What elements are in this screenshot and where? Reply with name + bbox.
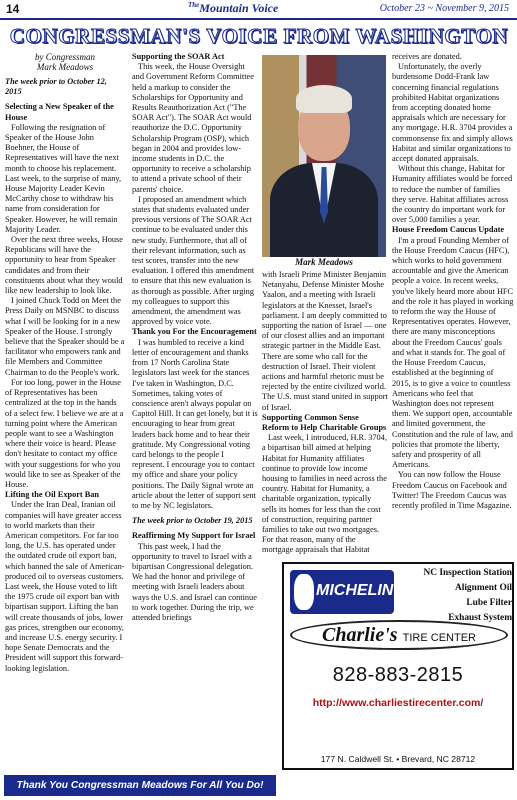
ad-service-item: Lube Filter <box>466 598 512 608</box>
page-header <box>0 0 517 20</box>
section-heading: House Freedom Caucus Update <box>392 225 505 235</box>
column-2-body <box>132 52 258 623</box>
article-paragraph: I joined Chuck Todd on Meet the Press Daily on MSNBC to discuss what I will be looking for in a new Speaker of the House. I strongly believe that the Speaker should be a facilitator who empowers rank and file Members and Committee Chairman to do the People's work. <box>5 296 125 377</box>
ad-service-item: Exhaust System <box>448 613 512 623</box>
article-paragraph: I'm a proud Founding Member of the House Freedom Caucus (HFC), which works to hold government accountable and give the American people a voice. In recent weeks, you've likely heard more about HFC and the role it has played in working to reform the way the House of Representatives operates. However, there are many misconceptions about the Freedom Caucus' goals and what it stands for. The goal of the House Freedom Caucus, established at the beginning of 2015, is to give a voice to countless Americans who feel that Washington does not represent them. We support open, accountable and limited government, the Constitution and the rule of law, and policies that promote the liberty, safety and prosperity of all Americans. <box>392 235 514 470</box>
business-suffix: TIRE CENTER <box>402 632 476 644</box>
section-heading: Supporting Common Sense Reform to Help Charitable Groups <box>262 412 387 433</box>
headline: CONGRESSMAN'S VOICE FROM WASHINGTON <box>9 24 509 48</box>
section-heading: Reaffirming My Support for Israel <box>132 531 256 541</box>
section-heading: Lifting the Oil Export Ban <box>5 490 100 500</box>
column-3-body <box>262 270 388 556</box>
article-paragraph: For too long, power in the House of Representatives has been centralized at the top in the hands of a select few. I believe we are at a turning point where the American people want to see a Washington where their voice is heard. Please don't hesitate to contact my office with your suggestions for who you would like to see as Speaker of the House. <box>5 377 124 489</box>
week-heading: The week prior to October 12, 2015 <box>5 77 107 97</box>
business-name: Charlie's <box>321 624 398 646</box>
column-4-body <box>392 52 514 511</box>
article-paragraph: You can now follow the House Freedom Caucus on Facebook and Twitter! The Freedom Caucus was recently profiled in Time Magazine. <box>392 470 512 510</box>
masthead-title: Mountain Voice <box>199 1 279 15</box>
article-paragraph: receives are donated. <box>392 52 462 61</box>
article-paragraph: Last week, I introduced, H.R. 3704, a bipartisan bill aimed at helping Habitat for Humanity affiliates continue to provide low income housing to families in need across the country. Habitat for Humanity, a charitable organization, typically sells its homes for less than the cost of construction, requiring partner families to take out two mortgages. For that reason, many of the mortgage appraisals that Habitat <box>262 433 387 555</box>
page-number: 14 <box>6 2 20 16</box>
masthead <box>188 1 278 16</box>
michelin-man-icon <box>294 574 314 610</box>
section-heading: Selecting a New Speaker of the House <box>5 102 114 122</box>
charlies-logo <box>290 620 508 650</box>
masthead-prefix: The <box>188 1 200 9</box>
week-heading: The week prior to October 19, 2015 <box>132 516 253 526</box>
thank-you-banner: Thank You Congressman Meadows For All You Do! <box>4 775 276 796</box>
section-heading: Supporting the SOAR Act <box>132 52 225 61</box>
ad-address: 177 N. Caldwell St. • Brevard, NC 28712 <box>320 754 476 764</box>
ad-url[interactable]: http://www.charliestirecenter.com/ <box>312 697 484 709</box>
photo-caption: Mark Meadows <box>295 257 353 267</box>
michelin-brand: MICHELIN <box>316 582 394 599</box>
article-paragraph: Under the Iran Deal, Iranian oil companies will have greater access to world markets than their American competitors. For far too long, the U.S. has operated under the outdated crude oil export ban, which banned the sale of American-produced oil to overseas customers. Last week, the House voted to lift the 1975 crude oil export ban with bipartisan support. Lifting the ban will create thousands of jobs, lower gas prices, strengthen our economy, and increase U.S. energy security. I hope Senate Democrats and the President will support this forward-looking legislation. <box>5 500 125 673</box>
article-paragraph: with Israeli Prime Minister Benjamin Netanyahu, Defense Minister Moshe Yaalon, and a meeting with Israeli legislators at the Knesset, Israel's parliament. I am deeply committed to supporting the nation of Israel — one of our closest allies and an important strategic partner in the Middle East. There are some who call for the destruction of Israel. Their violent actions and harmful rhetoric must be rejected by the entire civilized world. The U.S. must stand united in support of Israel. <box>262 270 388 412</box>
article-paragraph: Unfortunately, the overly burdensome Dodd-Frank law concerning financial regulations prohibited Habitat organizations from accepting donated home appraisals which are necessary for any mortgage. H.R. 3704 provides a commonsense fix and simply allows Habitat and similar organizations to accept donated appraisals. <box>392 62 513 164</box>
byline-line-1: by Congressman <box>35 52 95 62</box>
ad-service-item: NC Inspection Station <box>423 568 512 578</box>
byline-line-2: Mark Meadows <box>36 62 94 72</box>
ad-service-item: Alignment Oil <box>454 583 512 593</box>
section-heading: Thank you For the Encouragement <box>132 327 257 337</box>
article-paragraph: This week, the House Oversight and Government Reform Committee held a markup to consider the Scholarships for Opportunity and Results Reauthorization Act ("The SOAR Act"). The SOAR Act would reauthorize the D.C. Opportunity Scholarship Program (OSP), which began in 2004 and provides low-income students in D.C. the opportunity to receive a scholarship to attend a private school of their parents' choice. <box>132 62 254 194</box>
article-paragraph: Following the resignation of Speaker of the House John Boehner, the House of Representatives will have the next month to choose his replacement. Last week, to the surprise of many, House Majority Leader Kevin McCarthy chose to withdraw his name from consideration for Speaker. However, he will remain Majority Leader. <box>5 122 122 234</box>
article-column-1 <box>5 52 125 770</box>
article-paragraph: I was humbled to receive a kind letter of encouragement and thanks from 17 North Carolina State legislators last week for the stances I've taken in Washington, D.C. Sometimes, taking votes of conscience aren't always popular on Capitol Hill. It can get lonely, but it is encouraging to hear from great leaders back home and to hear their gratitude. My Congressional voting card belongs to the people I represent. I encourage you to contact my office and share your policy positions. The Daily Signal wrote an article about the letter of support sent to me by NC legislators. <box>132 337 258 510</box>
issue-date: October 23 ~ November 9, 2015 <box>379 3 509 14</box>
column-1-body <box>5 77 125 674</box>
article-paragraph: This past week, I had the opportunity to travel to Israel with a bipartisan Congressional delegation. We had the honor and privilege of meeting with Israeli leaders about ways the U.S. and Israel can continue to work together. During the trip, we attended briefings <box>132 541 257 622</box>
ad-services <box>398 566 512 626</box>
article-column-2 <box>132 52 258 770</box>
article-paragraph: Over the next three weeks, House Republicans will have the opportunity to hear from Speaker candidates and from their constituents about what they would like new leadership to look like. <box>5 235 123 296</box>
michelin-logo <box>290 570 394 614</box>
congressman-photo <box>262 55 386 257</box>
article-paragraph: I proposed an amendment which states that students evaluated under previous versions of The SOAR Act continue to be evaluated under this new study. Furthermore, that all of their relevant information, such as test scores, transfer into the new evaluation. I offered this amendment to ensure that this new evaluation is as thorough as possible. After urging my colleagues to support this amendment, the amendment was approved by voice vote. <box>132 194 255 327</box>
article-column-4 <box>392 52 514 554</box>
article-paragraph: Without this change, Habitat for Humanity affiliates would be forced to reduce the number of families they serve. Habitat affiliates across the country do important work for over 5,000 families a year. <box>392 164 513 225</box>
ad-phone: 828-883-2815 <box>332 664 464 686</box>
